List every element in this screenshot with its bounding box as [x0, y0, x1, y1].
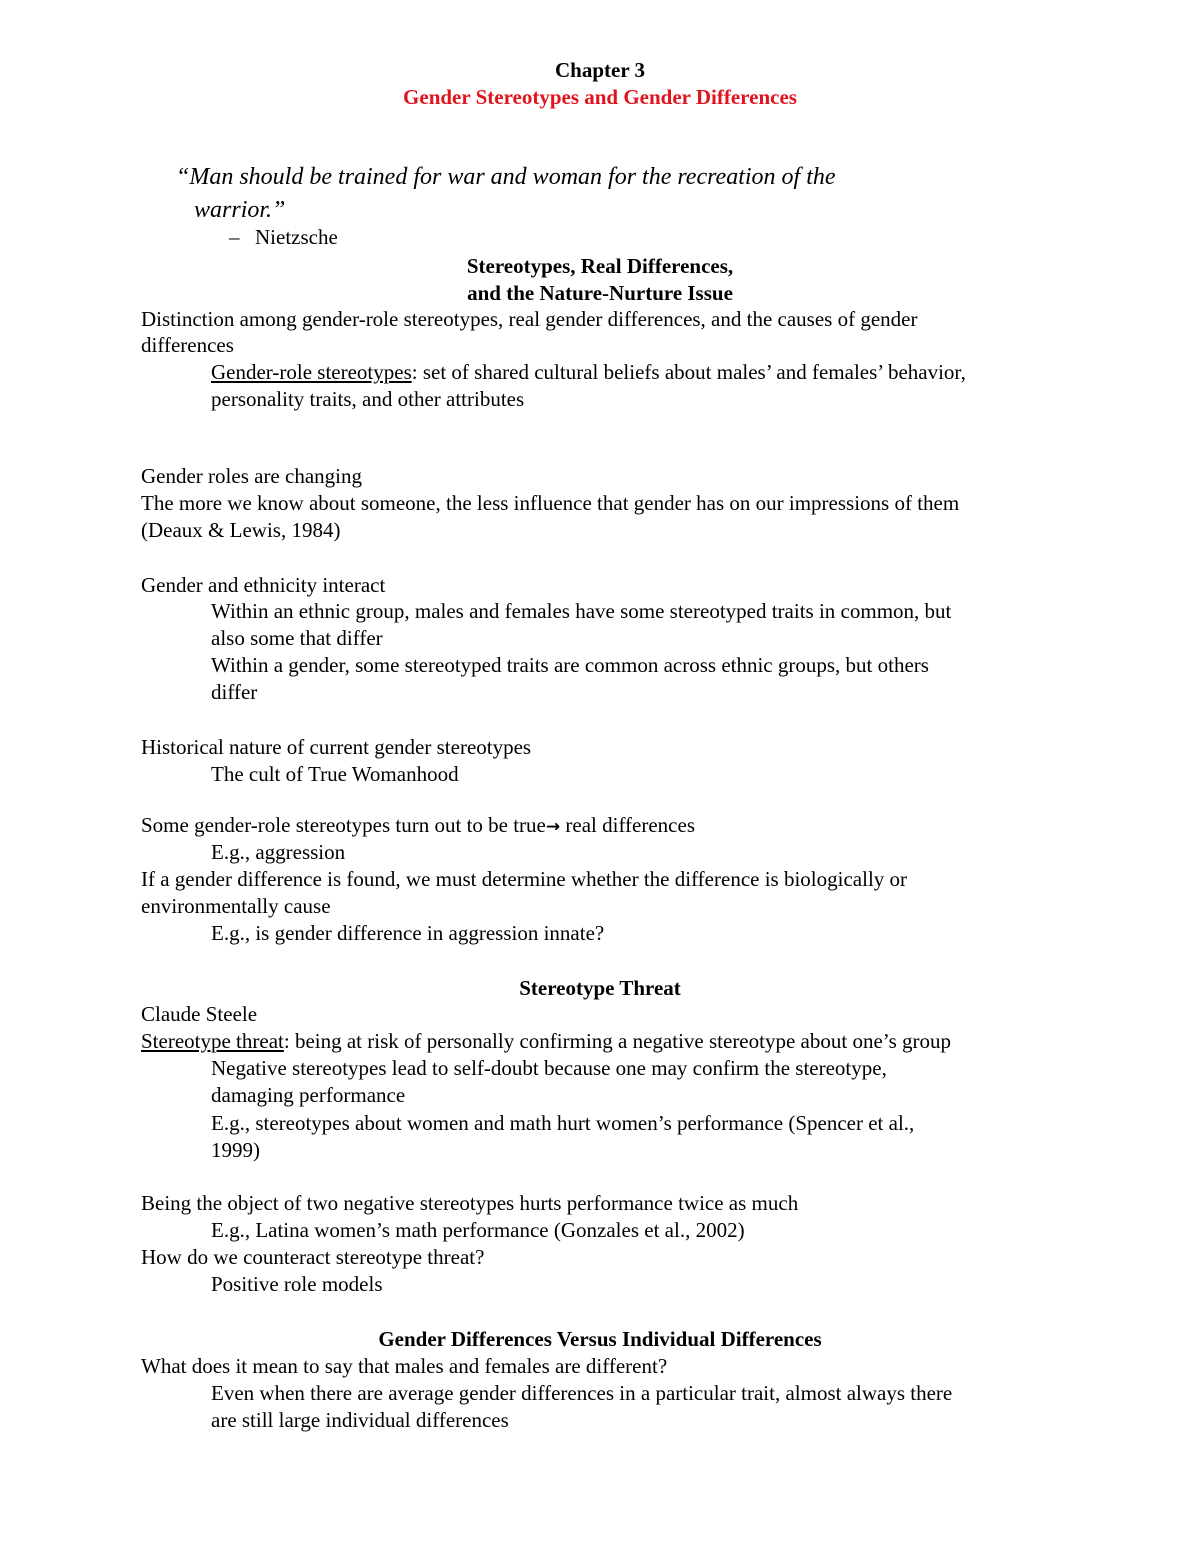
stereotype-threat-definition-text: : being at risk of personally confirming a negative stereotype about one’s group [283, 1029, 952, 1053]
more-we-know-line-1: The more we know about someone, the less influence that gender has on our impressions of them [141, 491, 960, 515]
stereotype-threat-term: Stereotype threat [141, 1029, 284, 1053]
roles-changing: Gender roles are changing [141, 464, 362, 488]
cult-of-womanhood: The cult of True Womanhood [211, 762, 459, 786]
chapter-title: Gender Stereotypes and Gender Differences [403, 85, 797, 109]
two-negative-stereotypes: Being the object of two negative stereotypes hurts performance twice as much [141, 1191, 799, 1215]
distinction-line-1: Distinction among gender-role stereotypes, real gender differences, and the causes of gender [141, 307, 918, 331]
stereotype-threat-definition [141, 1028, 951, 1055]
section3-heading: Gender Differences Versus Individual Differences [378, 1327, 822, 1351]
gender-role-definition [211, 359, 966, 386]
gender-difference-found-line-2: environmentally cause [141, 894, 331, 918]
within-gender-line-1: Within a gender, some stereotyped traits are common across ethnic groups, but others [211, 653, 929, 677]
section1-heading-line-1: Stereotypes, Real Differences, [466, 254, 734, 278]
different-question: What does it mean to say that males and females are different? [141, 1354, 668, 1378]
gender-role-definition-text: : set of shared cultural beliefs about males’ and females’ behavior, [411, 360, 966, 384]
eg-innate: E.g., is gender difference in aggression innate? [211, 921, 605, 945]
historical-nature: Historical nature of current gender stereotypes [141, 735, 532, 759]
section2-heading: Stereotype Threat [519, 976, 681, 1000]
positive-role-models: Positive role models [211, 1272, 383, 1296]
gender-role-definition-line-2: personality traits, and other attributes [211, 387, 525, 411]
epigraph-line-1: “Man should be trained for war and woman for the recreation of the [176, 164, 836, 190]
stereotypes-true [141, 812, 695, 841]
stereotypes-true-text: Some gender-role stereotypes turn out to be true [141, 813, 546, 837]
ethnic-group-line-2: also some that differ [211, 626, 383, 650]
chapter-label: Chapter 3 [554, 58, 646, 82]
epigraph-author: Nietzsche [255, 225, 338, 249]
section1-heading-line-2: and the Nature-Nurture Issue [467, 281, 733, 305]
individual-differences-line-2: are still large individual differences [211, 1408, 509, 1432]
claude-steele: Claude Steele [141, 1002, 258, 1026]
eg-latina: E.g., Latina women’s math performance (Gonzales et al., 2002) [211, 1218, 745, 1242]
counteract-question: How do we counteract stereotype threat? [141, 1245, 485, 1269]
individual-differences-line-1: Even when there are average gender differences in a particular trait, almost always there [211, 1381, 953, 1405]
gender-role-term: Gender-role stereotypes [211, 360, 412, 384]
ethnicity-interact: Gender and ethnicity interact [141, 573, 386, 597]
real-differences-text: real differences [560, 813, 695, 837]
negative-stereotypes-line-2: damaging performance [211, 1083, 406, 1107]
epigraph-line-2: warrior.” [194, 197, 286, 223]
negative-stereotypes-line-1: Negative stereotypes lead to self-doubt because one may confirm the stereotype, [211, 1056, 887, 1080]
distinction-line-2: differences [141, 333, 234, 357]
right-arrow-icon: → [545, 817, 561, 837]
epigraph-dash: – [229, 225, 240, 249]
more-we-know-line-2: (Deaux & Lewis, 1984) [141, 518, 341, 542]
within-gender-line-2: differ [211, 680, 258, 704]
eg-aggression: E.g., aggression [211, 840, 346, 864]
ethnic-group-line-1: Within an ethnic group, males and females have some stereotyped traits in common, but [211, 599, 952, 623]
gender-difference-found-line-1: If a gender difference is found, we must determine whether the difference is biologically or [141, 867, 908, 891]
eg-math-line-2: 1999) [211, 1138, 260, 1162]
eg-math-line-1: E.g., stereotypes about women and math hurt women’s performance (Spencer et al., [211, 1111, 915, 1135]
